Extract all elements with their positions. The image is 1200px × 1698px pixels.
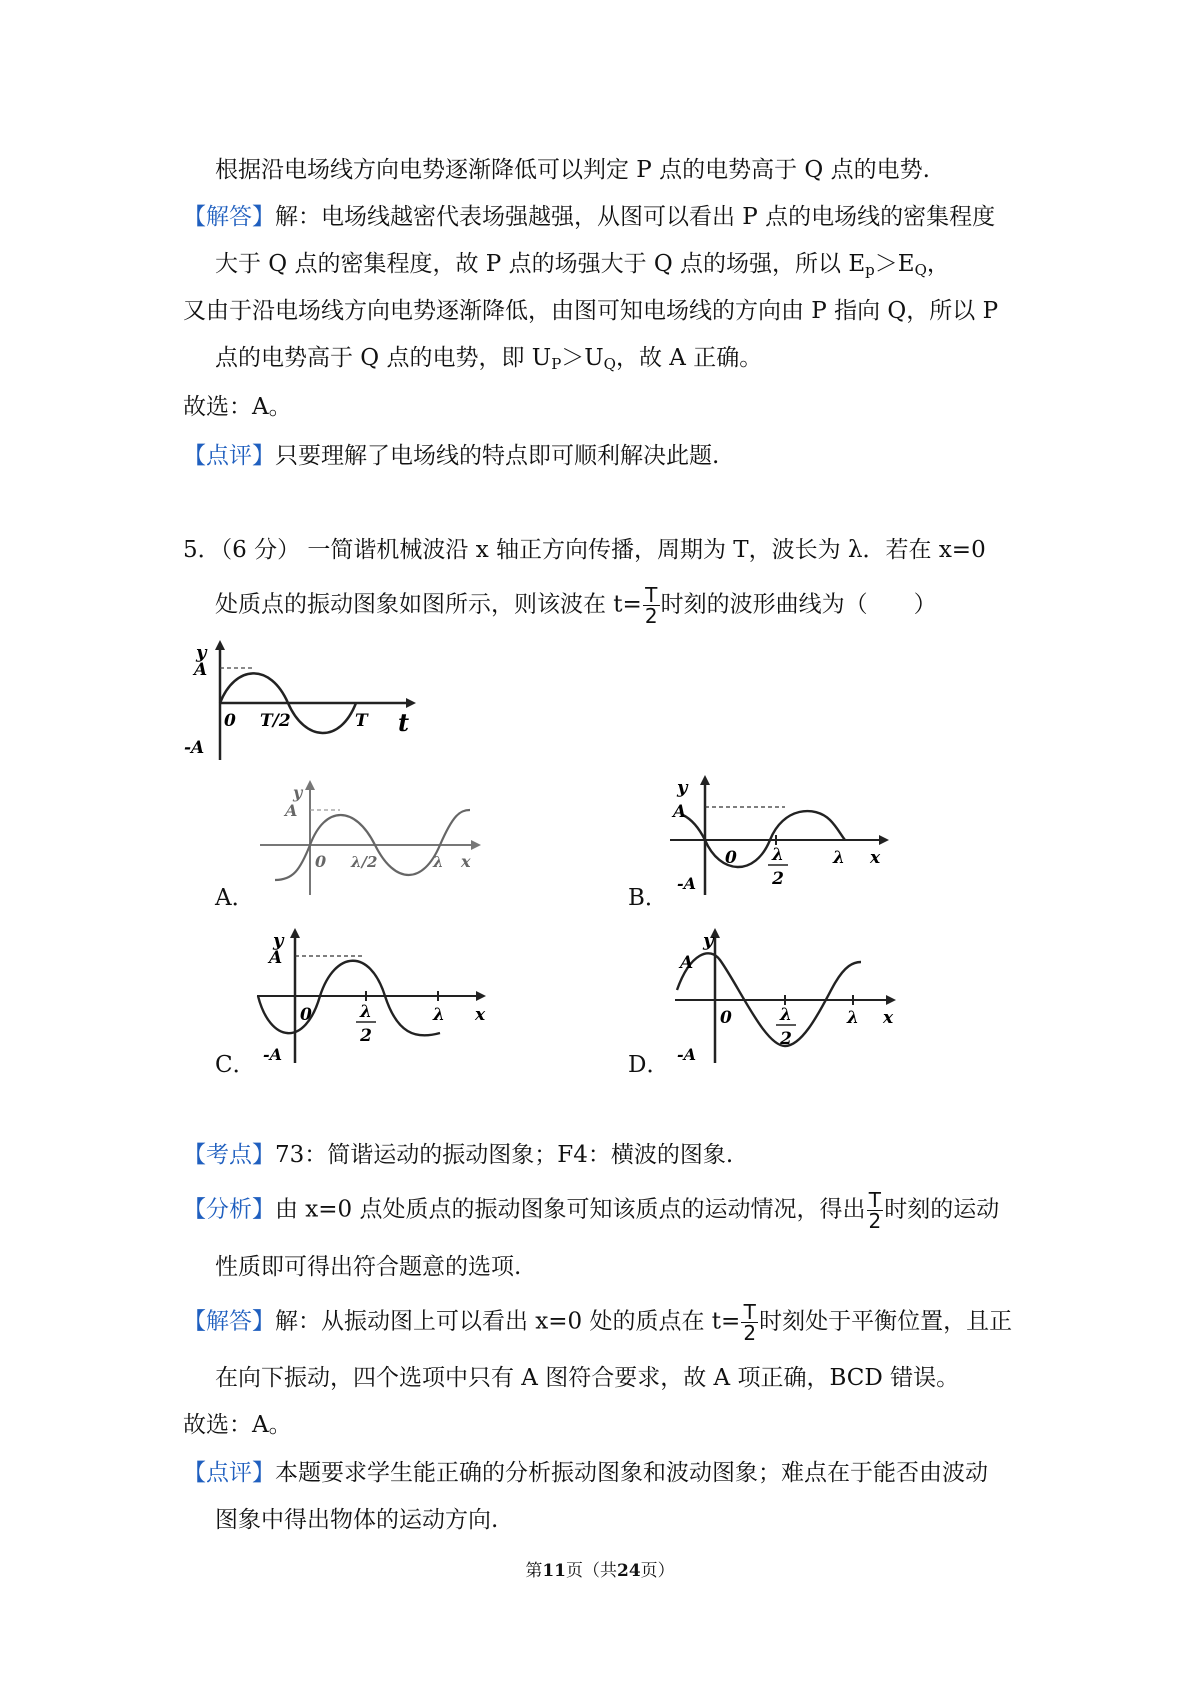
svg-text:λ: λ [780,1005,792,1025]
fraction-t-half: $\frac{T}{2}$ [743,1300,757,1345]
option-b-graph[interactable] [665,775,905,900]
vibration-graph [180,640,420,765]
option-c-wave [258,961,440,1036]
svg-text:λ: λ [847,1008,859,1028]
page-number: 11 [542,1561,566,1581]
review-tag: 【点评】 [183,443,275,469]
svg-text:y: y [196,642,207,663]
svg-text:y: y [677,777,688,798]
svg-text:A: A [194,660,208,680]
kaodian-line: 【考点】73：简谐运动的振动图象；F4：横波的图象. [183,1142,734,1168]
svg-text:-A: -A [184,738,205,758]
prev-solution-line-4: 点的电势高于 Q 点的电势，即 $U_P>U_Q$，故 A 正确。 [215,345,763,373]
review-line-2: 图象中得出物体的运动方向. [215,1507,499,1533]
svg-text:A: A [680,953,694,973]
page-total: 24 [617,1561,641,1581]
option-a-graph[interactable] [255,780,485,900]
svg-text:x: x [883,1008,894,1028]
svg-text:t: t [398,708,410,737]
svg-text:λ/2: λ/2 [351,853,378,871]
question-stem-line-1: 5．（6 分） 一简谐机械波沿 x 轴正方向传播，周期为 T，波长为 λ．若在 x=0 [183,537,986,563]
svg-text:0: 0 [725,848,737,868]
svg-text:0: 0 [224,711,236,731]
prev-review: 【点评】只要理解了电场线的特点即可顺利解决此题. [183,443,720,469]
svg-text:2: 2 [772,869,784,889]
question-stem-line-2: 处质点的振动图象如图所示，则该波在 t= $\frac{T}{2}$ 时刻的波形曲线为（ ） [215,583,937,628]
kaodian-tag: 【考点】 [183,1142,275,1168]
svg-text:0: 0 [720,1008,732,1028]
prev-solution-line-2: 大于 Q 点的密集程度，故 P 点的场强大于 Q 点的场强，所以 $E_p>E_Q$， [215,251,950,279]
prev-text-line: 根据沿电场线方向电势逐渐降低可以判定 P 点的电势高于 Q 点的电势. [215,157,930,183]
solution-tag: 【解答】 [183,204,275,230]
choice-line: 故选：A。 [183,1412,292,1438]
svg-text:A: A [285,801,298,820]
fenxi-line-2: 性质即可得出符合题意的选项. [215,1254,522,1280]
page-footer: 第11页（共24页） [525,1561,675,1581]
jieda-line-1: 【解答】解：从振动图上可以看出 x=0 处的质点在 t= $\frac{T}{2}$ 时刻处于平衡位置，且正 [183,1300,1013,1345]
svg-text:y: y [293,783,303,802]
option-a-label[interactable]: A． [215,885,255,911]
svg-text:x: x [461,852,471,871]
svg-text:-A: -A [263,1045,283,1064]
prev-solution-line-3: 又由于沿电场线方向电势逐渐降低，由图可知电场线的方向由 P 指向 Q，所以 P [183,298,999,324]
jieda-tag: 【解答】 [183,1308,275,1335]
svg-text:A: A [673,802,687,822]
prev-solution-line-1: 【解答】解：电场线越密代表场强越强，从图可以看出 P 点的电场线的密集程度 [183,204,996,230]
svg-text:0: 0 [300,1005,312,1025]
svg-text:λ: λ [833,848,845,868]
fraction-t-half: $\frac{T}{2}$ [868,1188,882,1233]
fenxi-tag: 【分析】 [183,1196,275,1223]
svg-text:-A: -A [677,1045,697,1064]
review-tag: 【点评】 [183,1460,275,1486]
svg-text:T: T [355,711,368,731]
prev-choice: 故选：A。 [183,394,292,420]
svg-text:λ: λ [433,1005,445,1025]
svg-text:T/2: T/2 [260,711,291,731]
svg-text:y: y [703,930,714,951]
option-b-label[interactable]: B． [628,885,668,911]
svg-text:λ: λ [360,1002,372,1022]
svg-text:λ: λ [433,853,444,871]
review-line-1: 【点评】本题要求学生能正确的分析振动图象和波动图象；难点在于能否由波动 [183,1460,988,1486]
svg-text:-A: -A [677,874,697,893]
svg-text:A: A [269,948,283,968]
svg-text:x: x [870,848,881,868]
svg-text:2: 2 [360,1026,372,1046]
svg-text:2: 2 [780,1029,792,1049]
svg-text:x: x [475,1005,486,1025]
fenxi-line-1: 【分析】由 x=0 点处质点的振动图象可知该质点的运动情况，得出 $\frac{T}{2}$ 时刻的运动 [183,1188,1000,1233]
svg-text:y: y [273,930,284,951]
option-c-label[interactable]: C． [215,1052,256,1078]
option-d-graph[interactable] [665,928,905,1068]
option-c-graph[interactable] [255,928,495,1068]
fraction-t-half: $\frac{T}{2}$ [644,583,658,628]
option-d-label[interactable]: D． [628,1052,670,1078]
svg-text:0: 0 [315,852,327,871]
jieda-line-2: 在向下振动，四个选项中只有 A 图符合要求，故 A 项正确，BCD 错误。 [215,1365,960,1391]
svg-text:λ: λ [772,845,784,865]
